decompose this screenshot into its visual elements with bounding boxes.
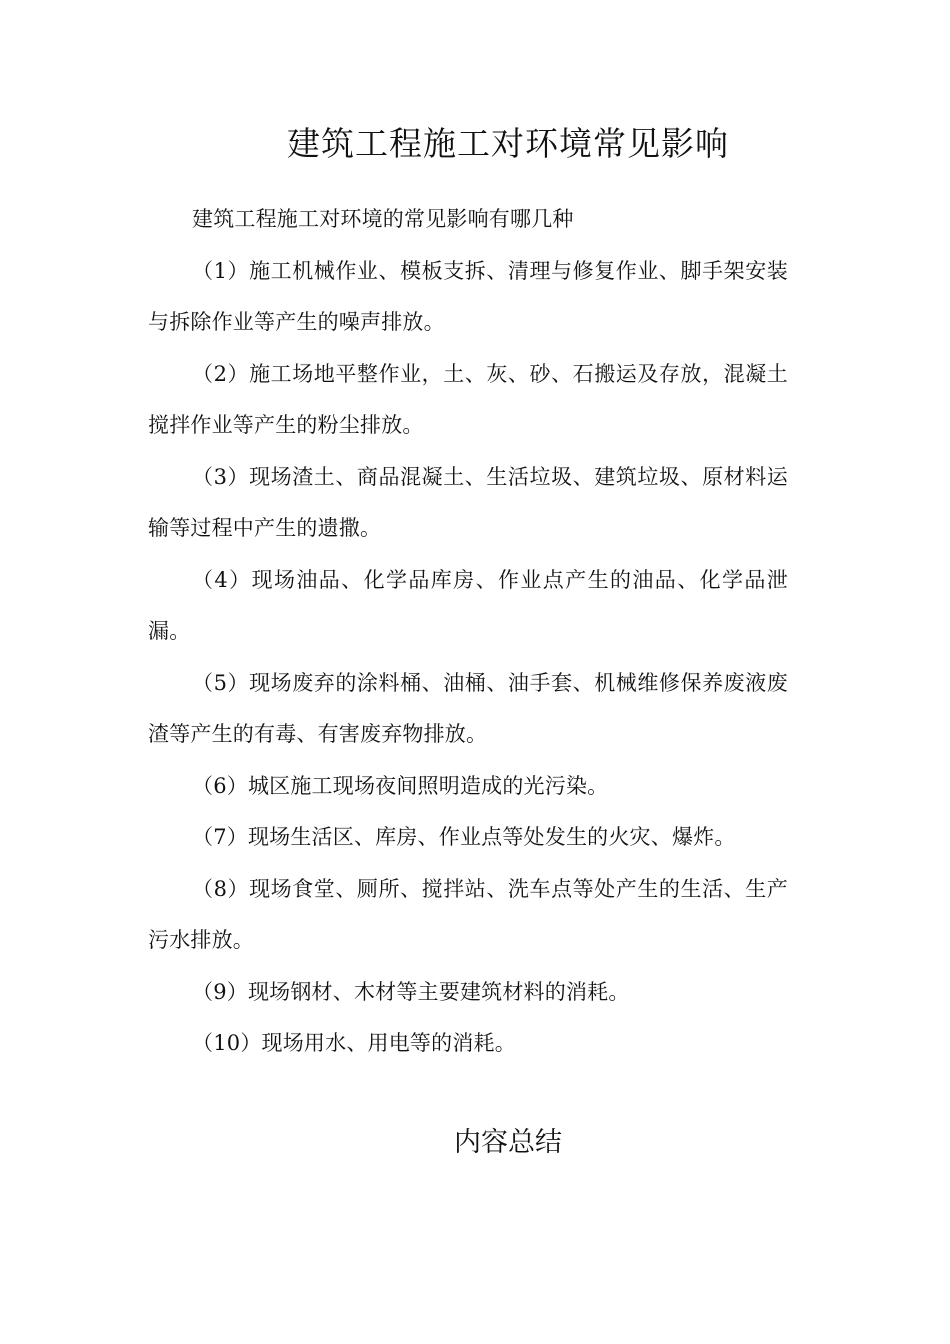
list-item: （2）施工场地平整作业，土、灰、砂、石搬运及存放，混凝土搅拌作业等产生的粉尘排放。 (148, 361, 788, 437)
list-item: （4）现场油品、化学品库房、作业点产生的油品、化学品泄漏。 (148, 567, 788, 643)
list-item: （8）现场食堂、厕所、搅拌站、洗车点等处产生的生活、生产污水排放。 (148, 876, 788, 952)
summary-heading: 内容总结 (454, 1127, 562, 1158)
list-item: （3）现场渣土、商品混凝土、生活垃圾、建筑垃圾、原材料运输等过程中产生的遗撒。 (148, 464, 788, 540)
list-item: （1）施工机械作业、模板支拆、清理与修复作业、脚手架安装与拆除作业等产生的噪声排放。 (148, 258, 788, 334)
intro-paragraph: 建筑工程施工对环境的常见影响有哪几种 (192, 207, 574, 231)
document-title: 建筑工程施工对环境常见影响 (287, 124, 729, 163)
list-item: （6）城区施工现场夜间照明造成的光污染。 (192, 773, 609, 798)
document-body (148, 194, 788, 1070)
list-item: （7）现场生活区、库房、作业点等处发生的火灾、爆炸。 (192, 825, 736, 849)
list-item: （9）现场钢材、木材等主要建筑材料的消耗。 (192, 979, 630, 1004)
list-item: （10）现场用水、用电等的消耗。 (192, 1031, 516, 1055)
list-item: （5）现场废弃的涂料桶、油桶、油手套、机械维修保养废液废渣等产生的有毒、有害废弃物排放。 (148, 670, 788, 746)
